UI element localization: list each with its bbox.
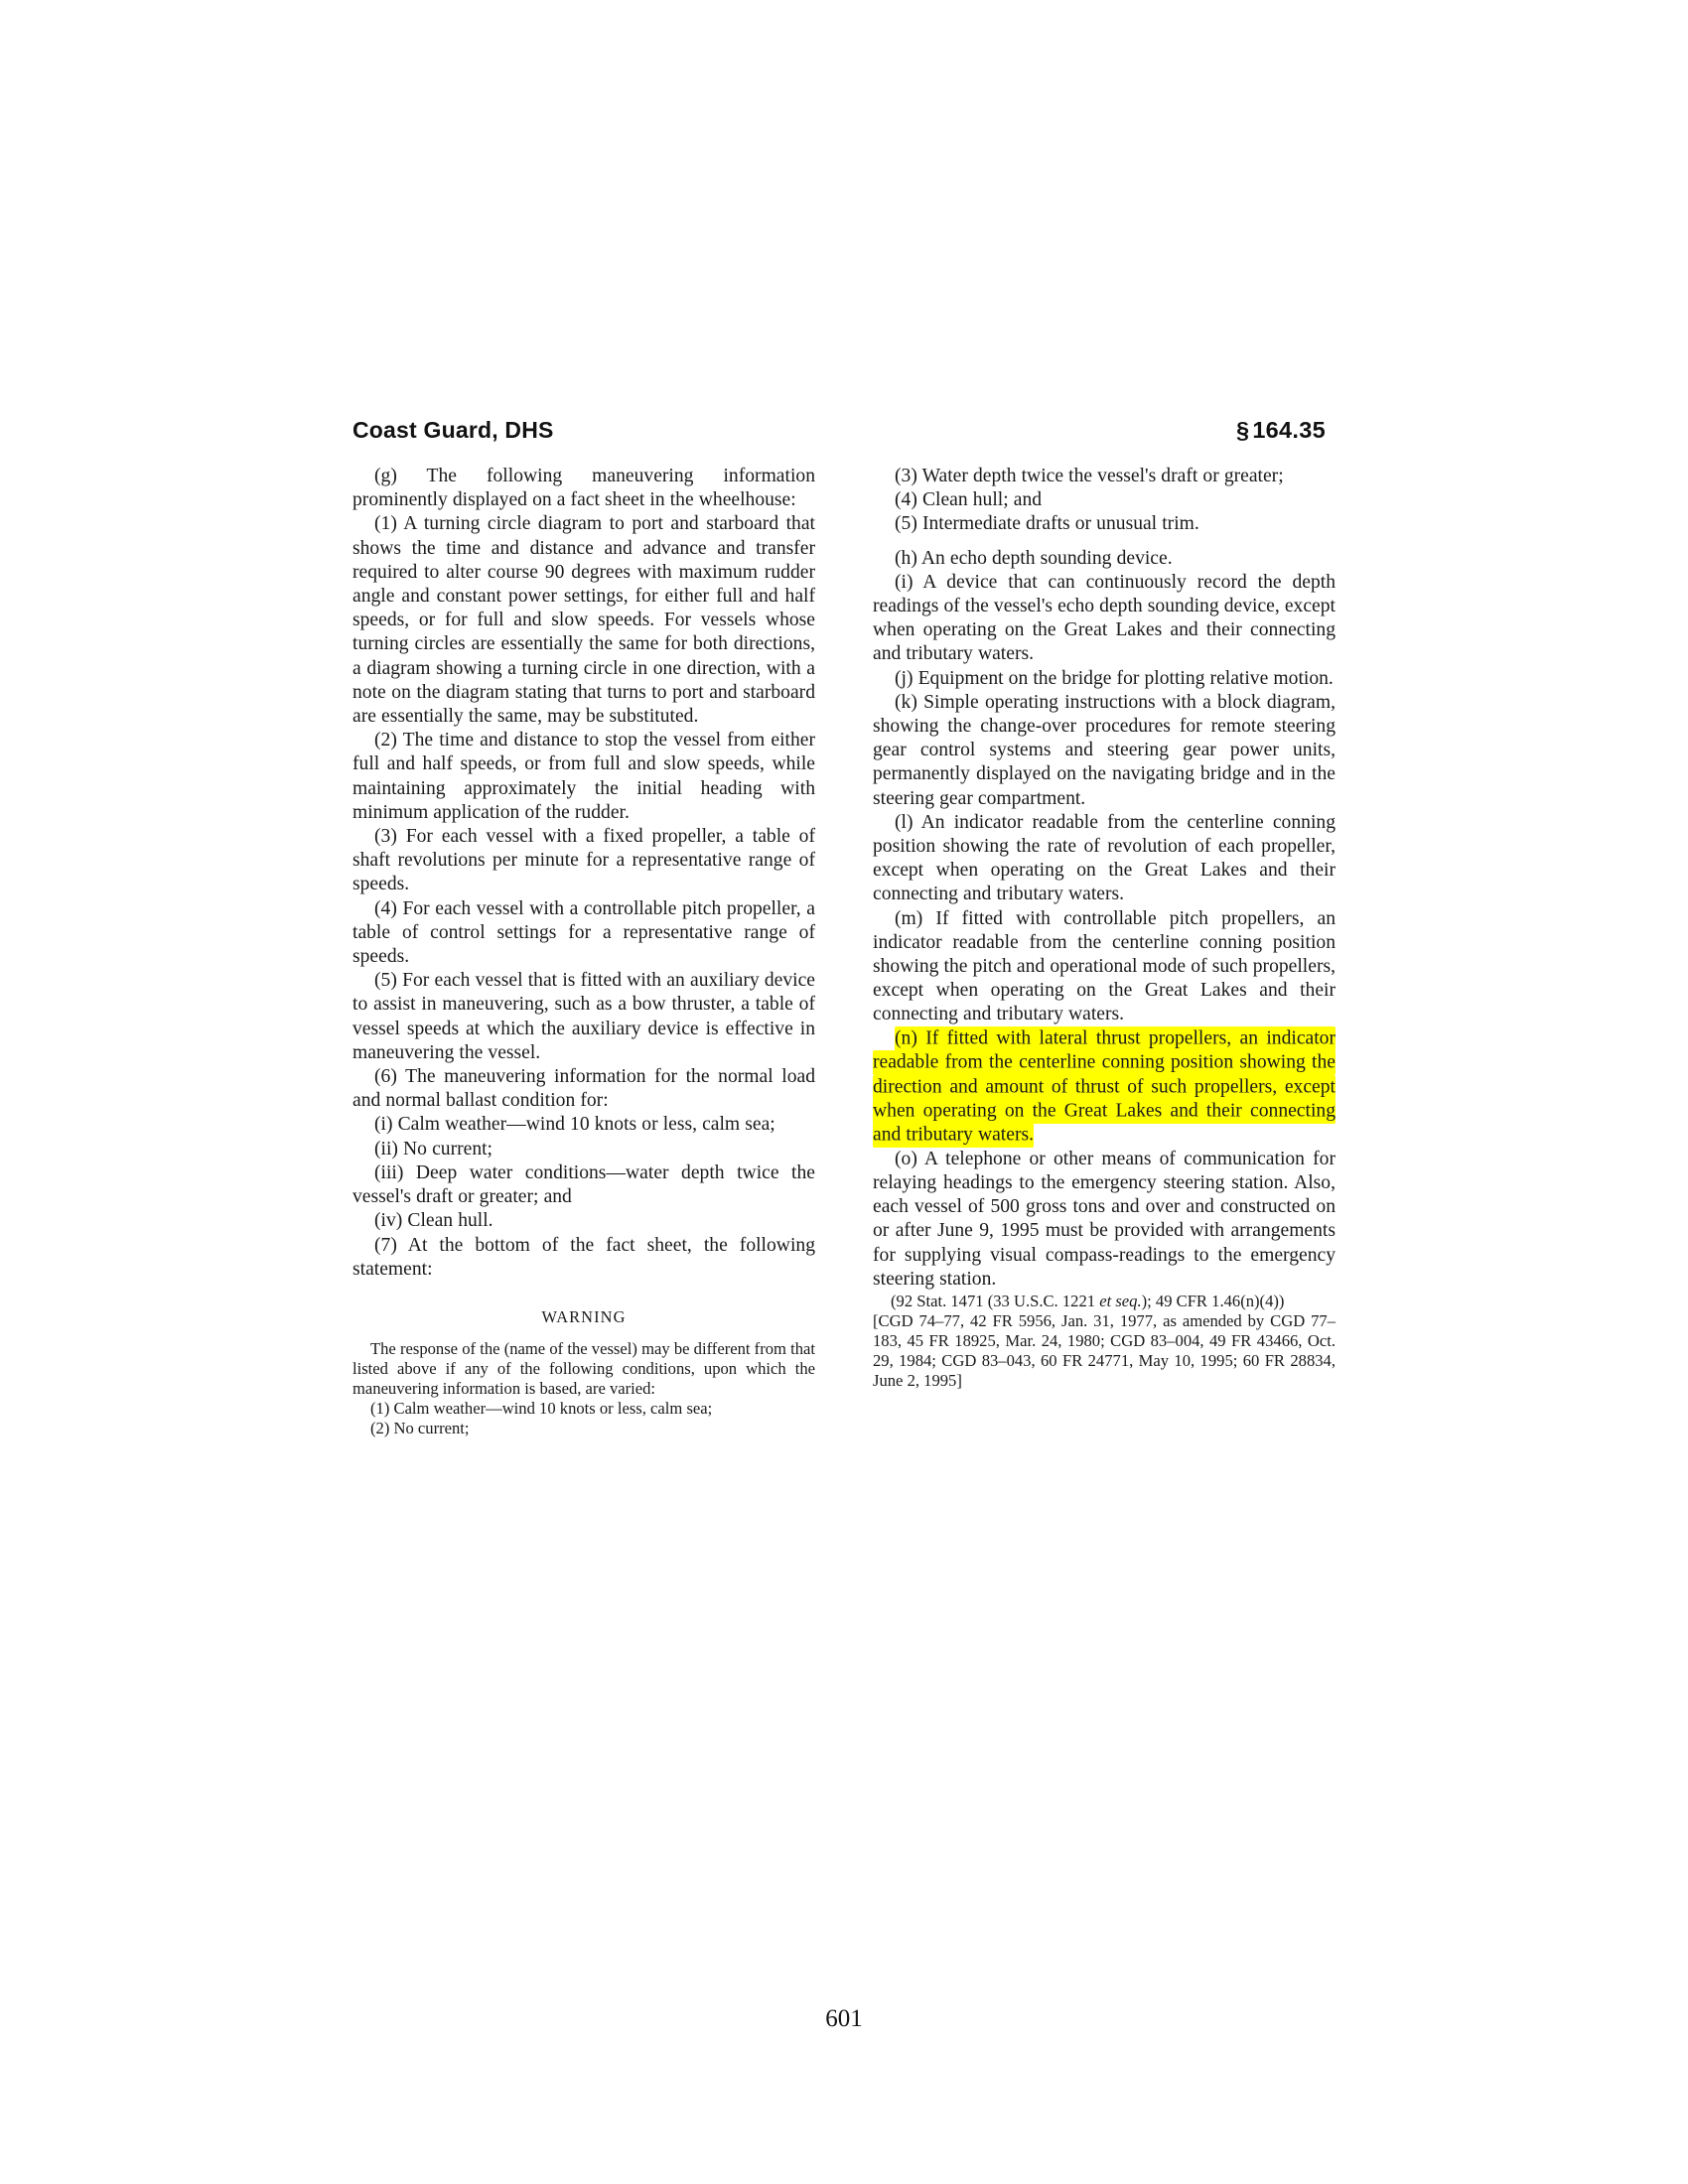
paragraph-o: (o) A telephone or other means of communication for relaying headings to the emergency steering station. Also, each vessel of 500 gross tons and over and constructed on or after June 9, 1995 must be provided with arrangements for supplying visual compass-readings to the emergency steering station. [873,1148,1336,1290]
paragraph-j: (j) Equipment on the bridge for plotting relative motion. [895,667,1334,689]
paragraph-i: (i) A device that can continuously record the depth readings of the vessel's echo depth sounding device, except when operating on the Great Lakes and their connecting and tributary waters. [873,571,1336,665]
warning-body: The response of the (name of the vessel) may be different from that listed above if any of the following conditions, upon which the maneuvering information is based, are varied: [352,1338,815,1398]
paragraph-g6i: (i) Calm weather—wind 10 knots or less, calm sea; [374,1114,775,1136]
paragraph-g5-cont: (5) Intermediate drafts or unusual trim. [895,513,1199,535]
section-symbol: § [1235,417,1250,443]
paragraph-g6: (6) The maneuvering information for the normal load and normal ballast condition for: [352,1066,815,1112]
authority-citation-part1: (92 Stat. 1471 (33 U.S.C. 1221 [891,1291,1100,1310]
warning-heading: WARNING [541,1306,627,1326]
paragraph-m: (m) If fitted with controllable pitch propellers, an indicator readable from the centerline conning position showing the pitch and operational mode of such propellers, except when operating on the Great Lakes and their connecting and tributary waters. [873,907,1336,1025]
two-column-body [352,465,1336,1974]
paragraph-g4-cont: (4) Clean hull; and [895,489,1043,511]
paragraph-h: (h) An echo depth sounding device. [895,547,1173,569]
section-number: 164.35 [1252,417,1326,443]
paragraph-g7: (7) At the bottom of the fact sheet, the following statement: [352,1234,815,1280]
warning-item-2: (2) No current; [370,1418,470,1437]
paragraph-g: (g) The following maneuvering information prominently displayed on a fact sheet in the wheelhouse: [352,466,815,511]
warning-item-1: (1) Calm weather—wind 10 knots or less, calm sea; [370,1398,713,1418]
left-column [352,465,815,1974]
paragraph-k: (k) Simple operating instructions with a block diagram, showing the change-over procedures for remote steering gear control systems and steering gear power units, permanently displayed on the navigating bridge and in the steering gear compartment. [873,691,1336,809]
paragraph-g5: (5) For each vessel that is fitted with an auxiliary device to assist in maneuvering, such as a bow thruster, a table of vessel speeds at which the auxiliary device is effective in maneuvering the vessel. [352,970,815,1063]
paragraph-g3-cont: (3) Water depth twice the vessel's draft or greater; [895,466,1284,486]
page-number: 601 [825,2005,863,2032]
paragraph-l: (l) An indicator readable from the centerline conning position showing the rate of revolution of each propeller, except when operating on the Great Lakes and their connecting and tributary waters. [873,811,1336,905]
authority-citation-part2: ); 49 CFR 1.46(n)(4)) [1141,1291,1285,1310]
paragraph-g1: (1) A turning circle diagram to port and starboard that shows the time and distance and advance and transfer required to alter course 90 degrees with maximum rudder angle and constant power settings, for either full and half speeds, or for full and slow speeds. For vessels whose turning circles are essentially the same for both directions, a diagram showing a turning circle in one direction, with a note on the diagram stating that turns to port and starboard are essentially the same, may be substituted. [352,513,815,728]
source-credit: [CGD 74–77, 42 FR 5956, Jan. 31, 1977, as amended by CGD 77–183, 45 FR 18925, Mar. 24, 1980; CGD 83–004, 49 FR 43466, Oct. 29, 1984; CGD 83–043, 60 FR 24771, May 10, 1995; 60 FR 28834, June 2, 1995] [873,1310,1336,1390]
running-head-section [1236,417,1326,444]
paragraph-g2: (2) The time and distance to stop the vessel from either full and half speeds, or from full and slow speeds, while maintaining approximately the initial heading with minimum application of the rudder. [352,730,815,823]
paragraph-g6ii: (ii) No current; [374,1138,493,1160]
paragraph-g3: (3) For each vessel with a fixed propeller, a table of shaft revolutions per minute for a representative range of speeds. [352,826,815,895]
authority-citation-italic: et seq. [1099,1291,1142,1310]
authority-citation [873,1292,1336,1311]
paragraph-n-highlighted [873,1027,1336,1148]
right-column [873,465,1336,1974]
running-head-left: Coast Guard, DHS [352,417,554,443]
paragraph-g6iv: (iv) Clean hull. [374,1210,493,1232]
running-head [352,417,1326,444]
paragraph-g4: (4) For each vessel with a controllable pitch propeller, a table of control settings for a representative range of speeds. [352,897,815,968]
yellow-highlight: (n) If fitted with lateral thrust propellers, an indicator readable from the centerline conning position showing the direction and amount of thrust of such propellers, except when operating on the Great Lakes and their connecting and tributary waters. [873,1026,1336,1148]
paragraph-g6iii: (iii) Deep water conditions—water depth twice the vessel's draft or greater; and [352,1161,815,1208]
